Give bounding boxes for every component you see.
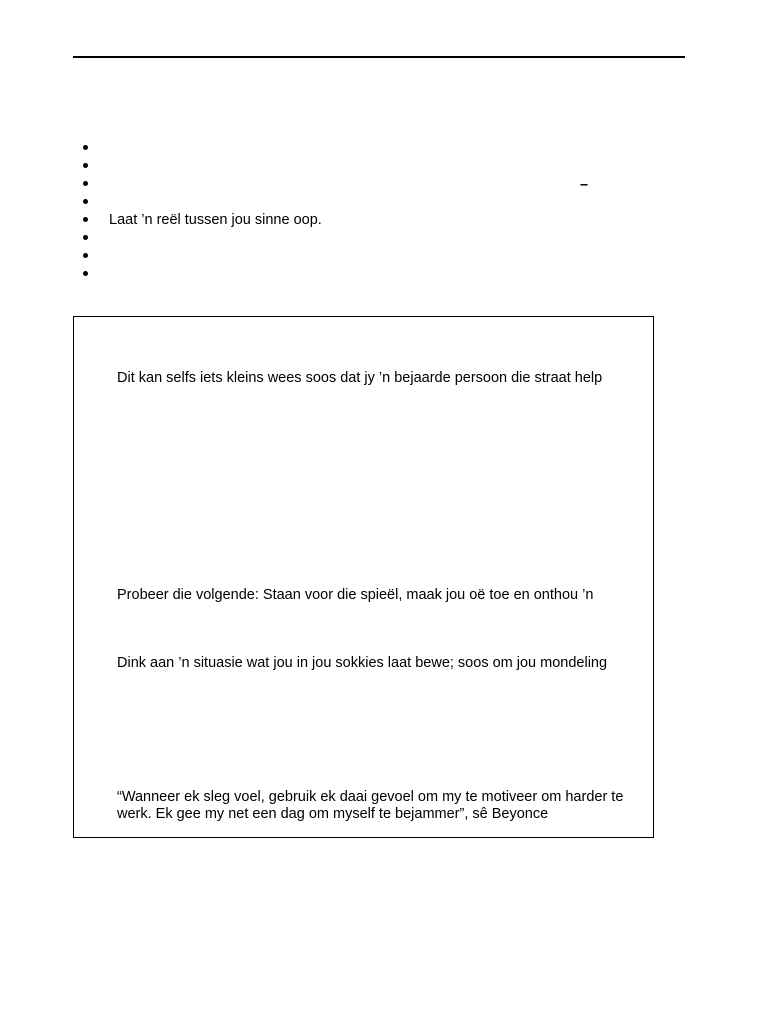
- bullet-icon: [83, 217, 88, 222]
- bullet-icon: [83, 199, 88, 204]
- box-paragraph-kindness: Dit kan selfs iets kleins wees soos dat jy ’n bejaarde persoon die straat help: [117, 370, 603, 386]
- box-paragraph-situation: Dink aan ’n situasie wat jou in jou sokkies laat bewe; soos om jou mondeling: [117, 655, 608, 671]
- box-quote: “Wanneer ek sleg voel, gebruik ek daai gevoel om my te motiveer om harder te werk. Ek gee my net een dag om myself te bejammer”, sê Beyonce: [117, 789, 624, 822]
- bullet-text: Laat ’n reël tussen jou sinne oop.: [109, 212, 322, 228]
- bullet-icon: [83, 253, 88, 258]
- bullet-icon: [83, 163, 88, 168]
- box-paragraph-mirror: Probeer die volgende: Staan voor die spieël, maak jou oë toe en onthou ’n: [117, 587, 594, 603]
- bullet-icon: [83, 235, 88, 240]
- info-box: [73, 316, 654, 838]
- bullet-icon: [83, 181, 88, 186]
- dash-mark: –: [580, 177, 589, 193]
- top-horizontal-rule: [73, 56, 685, 58]
- bullet-icon: [83, 271, 88, 276]
- bullet-icon: [83, 145, 88, 150]
